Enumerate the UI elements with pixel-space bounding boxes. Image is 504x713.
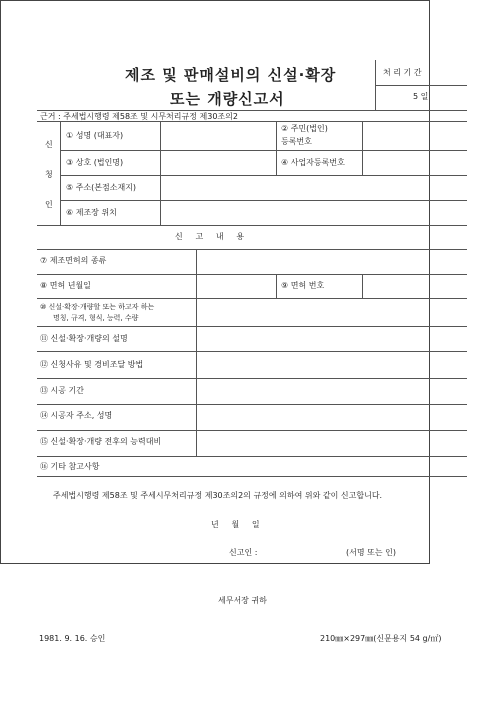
license-value-divider [362,274,363,298]
business-number-label: ④ 사업자등록번호 [281,158,345,167]
signature-label: (서명 또는 인) [346,548,396,557]
processing-period-label: 처 리 기 간 [383,68,422,77]
divider [37,110,467,111]
other-notes-label: ⑯ 기타 참고사항 [40,462,100,471]
trade-name-label: ③ 상호 (법인명) [66,158,124,167]
divider [37,456,467,457]
form-title-line2: 또는 개량신고서 [170,90,285,108]
divider [37,225,467,226]
facility-label-line1: ⑩ 신설·확장·개량할 또는 하고자 하는 [40,303,155,311]
license-type-label: ⑦ 제조면허의 종류 [40,256,107,265]
contractor-label: ⑭ 시공자 주소, 성명 [40,411,113,420]
report-content-header: 신 고 내 용 [175,232,245,241]
address-label: ⑤ 주소(본점소재지) [66,183,137,192]
recipient: 세무서장 귀하 [218,596,267,605]
license-date-label: ⑧ 면허 년월일 [40,281,91,290]
factory-location-label: ⑥ 제조장 위치 [66,208,117,217]
divider [37,274,467,275]
license-mid-divider [276,274,277,298]
applicant-char-1: 신 [45,140,53,149]
description-label: ⑪ 신설·확장·개량의 설명 [40,334,128,343]
construction-period-label: ⑬ 시공 기간 [40,386,84,395]
divider [37,351,467,352]
divider [37,298,467,299]
divider [37,378,467,379]
paper-spec: 210㎜×297㎜(신문용지 54 g/㎡) [320,634,442,643]
value-divider [362,121,363,175]
declaration-text: 주세법시행령 제58조 및 주세시무처리규정 제30조의2의 규정에 의하여 위와 같이 신고합니다. [53,491,383,500]
divider [37,121,467,122]
facility-label-line2: 명칭, 규격, 형식, 능력, 수량 [53,314,139,322]
capacity-comparison-label: ⑮ 신설·확장·개량 전후의 능력대비 [40,437,162,446]
approval-note: 1981. 9. 16. 승인 [39,634,106,643]
processing-period-value: 5 일 [413,92,429,101]
mid-divider [276,121,277,175]
reason-label: ⑫ 신청사유 및 경비조달 방법 [40,360,144,369]
applicant-char-3: 인 [45,200,53,209]
label-divider [160,121,161,225]
reporter-label: 신고인 : [229,548,258,557]
applicant-char-2: 청 [45,170,53,179]
divider [37,326,467,327]
divider [60,200,467,201]
divider [37,430,467,431]
applicant-divider [60,121,61,225]
divider [37,476,467,477]
content-label-divider [196,249,197,456]
resident-number-label-2: 등록번호 [281,137,312,146]
resident-number-label-1: ② 주민(법인) [281,124,328,133]
divider [37,404,467,405]
legal-basis: 근거 : 주세법시행령 제58조 및 시무처리규정 제30조의2 [40,112,238,121]
license-number-label: ⑨ 면허 번호 [281,281,325,290]
divider [60,150,467,151]
divider [60,175,467,176]
declaration-date: 년 월 일 [211,520,260,529]
form-title-line1: 제조 및 판매설비의 신설·확장 [125,66,337,84]
divider [37,249,467,250]
name-label: ① 성명 (대표자) [66,131,124,140]
processing-divider [375,85,467,86]
